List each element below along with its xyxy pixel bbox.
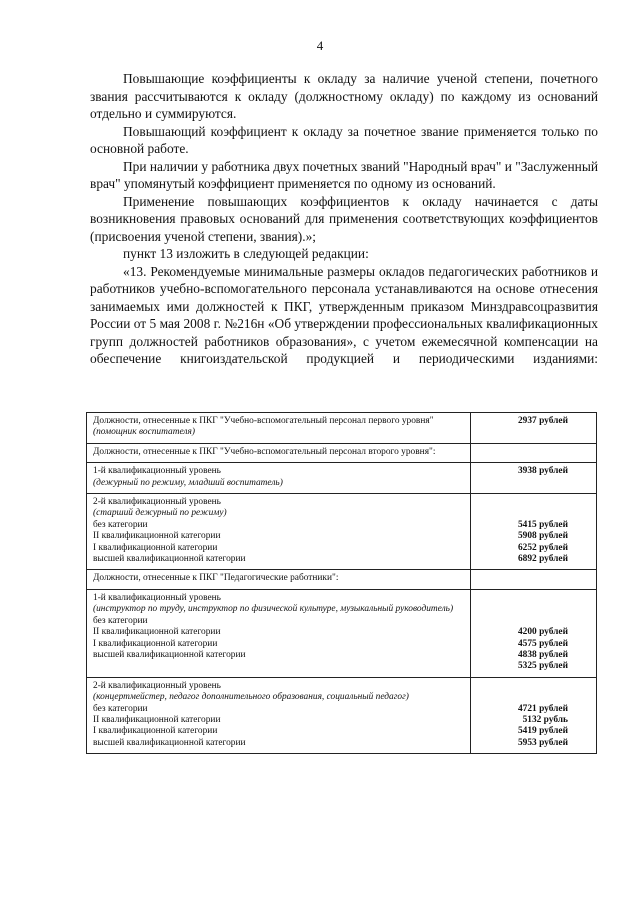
paragraph-item-13: «13. Рекомендуемые минимальные размеры окладов педагогических работников и работников учебно-вспомогательного персонала устанавливаются на основе отнесения занимаемых ими должностей к ПКГ, утвержденным приказом Минздравсоцразвития России от 5 мая 2008 г. №216н «Об утверждении профессиональных квалификационных групп должностей работников образования», с учетом ежемесячной компенсации на обеспечение книгоиздательской продукцией и периодическими изданиями: [90,263,598,366]
position-examples: (помощник воспитателя) [93,427,195,438]
position-group-title: Должности, отнесенные к ПКГ "Учебно-вспомогательный персонал первого уровня" [93,416,434,426]
salary-value: 6252 рублей [517,542,568,553]
salary-cell [471,494,597,570]
table-row [87,677,597,753]
table-row [87,494,597,570]
salary-cell [471,677,597,753]
paragraph-honorary-title: Повышающий коэффициент к окладу за почетное звание применяется только по основной работе. [90,123,598,156]
table-row [87,443,597,462]
salary-value: 5953 рублей [517,737,568,748]
page-number: 4 [316,38,324,53]
category-label: высшей квалификационной категории [93,649,246,660]
table-row [87,570,597,589]
category-label: I квалификационной категории [93,638,218,649]
table-row [87,589,597,677]
position-cell [87,494,471,570]
salary-value: 5132 рубль [522,714,568,725]
category-label: I квалификационной категории [93,542,218,553]
salary-value: 2937 рублей [517,416,568,426]
position-group-title: Должности, отнесенные к ПКГ "Учебно-вспомогательный персонал второго уровня": [93,446,436,457]
paragraph-coefficients-sum: Повышающие коэффициенты к окладу за наличие ученой степени, почетного звания рассчитываются к окладу (должностному окладу) по каждому из оснований отдельно и суммируются. [90,71,598,121]
paragraph-item-13-intro: пункт 13 изложить в следующей редакции: [123,246,369,261]
table-row [87,463,597,494]
qualification-level-title: 1-й квалификационный уровень [93,466,221,477]
document-body [90,70,598,368]
salary-value: 4721 рублей [517,703,568,714]
salary-cell [471,463,597,494]
salary-value: 5415 рублей [517,519,568,530]
salary-value: 4838 рублей [517,649,568,660]
category-label: без категории [93,519,148,530]
position-examples: (дежурный по режиму, младший воспитатель) [93,477,283,488]
salary-cell [471,589,597,677]
salary-cell [471,570,597,589]
category-label: без категории [93,703,148,714]
salary-value: 5419 рублей [517,726,568,737]
category-label: II квалификационной категории [93,531,221,542]
salary-value: 3938 рублей [517,466,568,477]
position-group-title: Должности, отнесенные к ПКГ "Педагогические работники": [93,573,339,584]
position-cell [87,589,471,677]
salary-table [86,412,597,754]
category-label: высшей квалификационной категории [93,554,246,565]
position-cell [87,463,471,494]
position-cell [87,677,471,753]
position-cell [87,443,471,462]
table-row [87,413,597,444]
qualification-level-title: 1-й квалификационный уровень [93,592,221,603]
salary-value: 4575 рублей [517,638,568,649]
category-label: высшей квалификационной категории [93,737,246,748]
position-examples: (старший дежурный по режиму) [93,508,227,519]
position-cell [87,413,471,444]
salary-cell [471,443,597,462]
position-cell [87,570,471,589]
qualification-level-title: 2-й квалификационный уровень [93,497,221,508]
paragraph-application-date: Применение повышающих коэффициентов к окладу начинается с даты возникновения правовых оснований для применения соответствующих коэффициентов (присвоения ученой степени, звания).»; [90,193,598,244]
category-label: без категории [93,615,148,626]
qualification-level-title: 2-й квалификационный уровень [93,680,221,691]
salary-value: 5325 рублей [517,661,568,672]
salary-value: 6892 рублей [517,554,568,565]
salary-value: 5908 рублей [517,531,568,542]
paragraph-two-titles: При наличии у работника двух почетных званий "Народный врач" и "Заслуженный врач" упомянутый коэффициент применяется по одному из оснований. [90,158,598,191]
category-label: I квалификационной категории [93,726,218,737]
position-examples: (концертмейстер, педагог дополнительного образования, социальный педагог) [93,692,409,703]
category-label: II квалификационной категории [93,627,221,638]
salary-value: 4200 рублей [517,627,568,638]
category-label: II квалификационной категории [93,714,221,725]
salary-cell [471,413,597,444]
position-examples: (инструктор по труду, инструктор по физической культуре, музыкальный руководитель) [93,604,454,615]
